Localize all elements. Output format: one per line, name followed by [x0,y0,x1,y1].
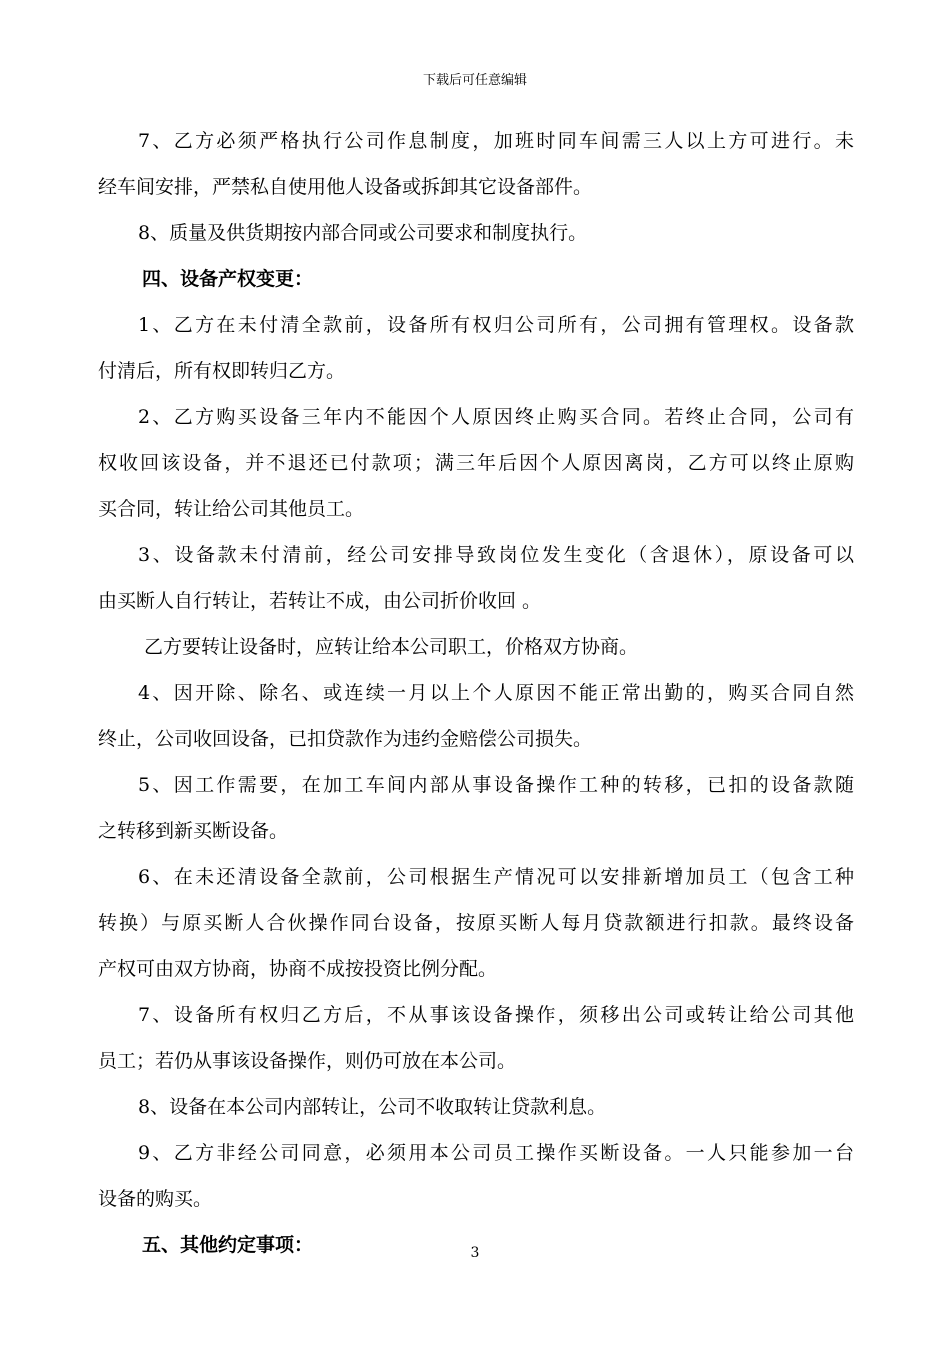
section-heading: 五、其他约定事项： [142,1234,314,1256]
paragraph-line: 权收回该设备，并不退还已付款项；满三年后因个人原因离岗，乙方可以终止原购 [98,452,854,474]
paragraph-line: 5、因工作需要，在加工车间内部从事设备操作工种的转移，已扣的设备款随 [138,774,854,796]
paragraph-line: 付清后，所有权即转归乙方。 [98,360,346,382]
paragraph-line: 7、设备所有权归乙方后，不从事该设备操作，须移出公司或转让给公司其他 [138,1004,854,1026]
paragraph-line: 设备的购买。 [98,1188,213,1210]
paragraph-line: 之转移到新买断设备。 [98,820,289,842]
paragraph-line: 8、设备在本公司内部转让，公司不收取转让贷款利息。 [138,1096,607,1118]
paragraph-line: 转换）与原买断人合伙操作同台设备，按原买断人每月贷款额进行扣款。最终设备 [98,912,854,934]
paragraph-line: 由买断人自行转让，若转让不成，由公司折价收回 。 [98,590,542,612]
section-heading: 四、设备产权变更： [142,268,314,290]
paragraph-line: 产权可由双方协商，协商不成按投资比例分配。 [98,958,498,980]
paragraph-line: 3、设备款未付清前，经公司安排导致岗位发生变化（含退休），原设备可以 [138,544,854,566]
paragraph-line: 乙方要转让设备时，应转让给本公司职工，价格双方协商。 [144,636,639,658]
document-body [98,118,854,1268]
paragraph-line: 7、乙方必须严格执行公司作息制度，加班时同车间需三人以上方可进行。未 [138,130,854,152]
paragraph-line: 终止，公司收回设备，已扣贷款作为违约金赔偿公司损失。 [98,728,593,750]
paragraph-line: 4、因开除、除名、或连续一月以上个人原因不能正常出勤的，购买合同自然 [138,682,854,704]
paragraph-line: 员工；若仍从事该设备操作，则仍可放在本公司。 [98,1050,517,1072]
paragraph-line: 买合同，转让给公司其他员工。 [98,498,365,520]
paragraph-line: 经车间安排，严禁私自使用他人设备或拆卸其它设备部件。 [98,176,593,198]
paragraph-line: 6、在未还清设备全款前，公司根据生产情况可以安排新增加员工（包含工种 [138,866,854,888]
paragraph-line: 9、乙方非经公司同意，必须用本公司员工操作买断设备。一人只能参加一台 [138,1142,854,1164]
paragraph-line: 8、质量及供货期按内部合同或公司要求和制度执行。 [138,222,588,244]
page-header-note: 下载后可任意编辑 [422,73,527,88]
paragraph-line: 1、乙方在未付清全款前，设备所有权归公司所有，公司拥有管理权。设备款 [138,314,854,336]
page-number: 3 [470,1245,480,1261]
paragraph-line: 2、乙方购买设备三年内不能因个人原因终止购买合同。若终止合同，公司有 [138,406,854,428]
